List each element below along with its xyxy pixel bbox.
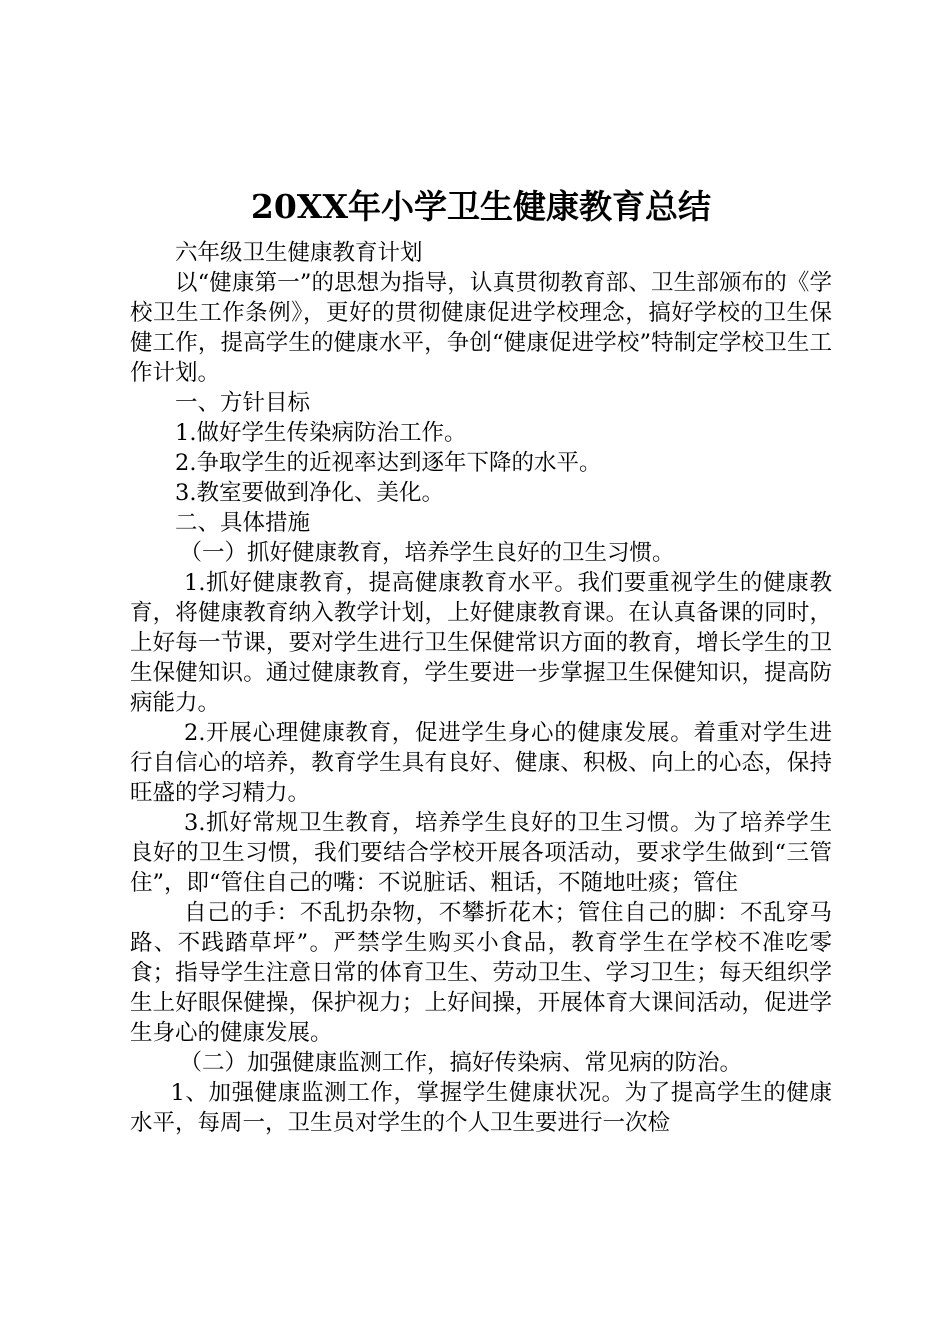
goal-item-1: 1.做好学生传染病防治工作。 (175, 420, 467, 446)
measure-item-1: 1.抓好健康教育，提高健康教育水平。我们要重视学生的健康教育，将健康教育纳入教学计划，上好健康教育课。在认真备课的同时，上好每一节课，要对学生进行卫生保健常识方面的教育，增长学生的卫生保健知识。通过健康教育，学生要进一步掌握卫生保健知识，提高防病能力。 (130, 570, 832, 716)
subsection-heading-2: （二）加强健康监测工作，搞好传染病、常见病的防治。 (179, 1050, 743, 1076)
goal-item-2: 2.争取学生的近视率达到逐年下降的水平。 (175, 450, 602, 476)
section-heading-measures: 二、具体措施 (175, 510, 311, 536)
measure-item-3: 3.抓好常规卫生教育，培养学生良好的卫生习惯。为了培养学生良好的卫生习惯，我们要结合学校开展各项活动，要求学生做到“三管住”，即“管住自己的嘴：不说脏话、粗话，不随地吐痰；管住 (130, 810, 832, 896)
measure-item-2: 2.开展心理健康教育，促进学生身心的健康发展。着重对学生进行自信心的培养，教育学生具有良好、健康、积极、向上的心态，保持旺盛的学习精力。 (130, 720, 832, 806)
document-page (130, 178, 832, 1138)
measure-item-3-continued: 自己的手：不乱扔杂物，不攀折花木；管住自己的脚：不乱穿马路、不践踏草坪”。严禁学生购买小食品，教育学生在学校不准吃零食；指导学生注意日常的体育卫生、劳动卫生、学习卫生；每天组织学生上好眼保健操，保护视力；上好间操，开展体育大课间活动，促进学生身心的健康发展。 (130, 900, 832, 1046)
section-heading-goals: 一、方针目标 (175, 390, 311, 416)
paragraph-plan-heading: 六年级卫生健康教育计划 (175, 240, 423, 266)
subsection-heading-1: （一）抓好健康教育，培养学生良好的卫生习惯。 (179, 540, 675, 566)
paragraph-intro: 以“健康第一”的思想为指导，认真贯彻教育部、卫生部颁布的《学校卫生工作条例》，更好的贯彻健康促进学校理念，搞好学校的卫生保健工作，提高学生的健康水平，争创“健康促进学校”特制定学校卫生工作计划。 (130, 270, 832, 386)
document-title: 20XX年小学卫生健康教育总结 (250, 187, 712, 226)
monitoring-item-1: 1、加强健康监测工作，掌握学生健康状况。为了提高学生的健康水平，每周一，卫生员对学生的个人卫生要进行一次检 (130, 1080, 832, 1136)
goal-item-3: 3.教室要做到净化、美化。 (175, 480, 444, 506)
